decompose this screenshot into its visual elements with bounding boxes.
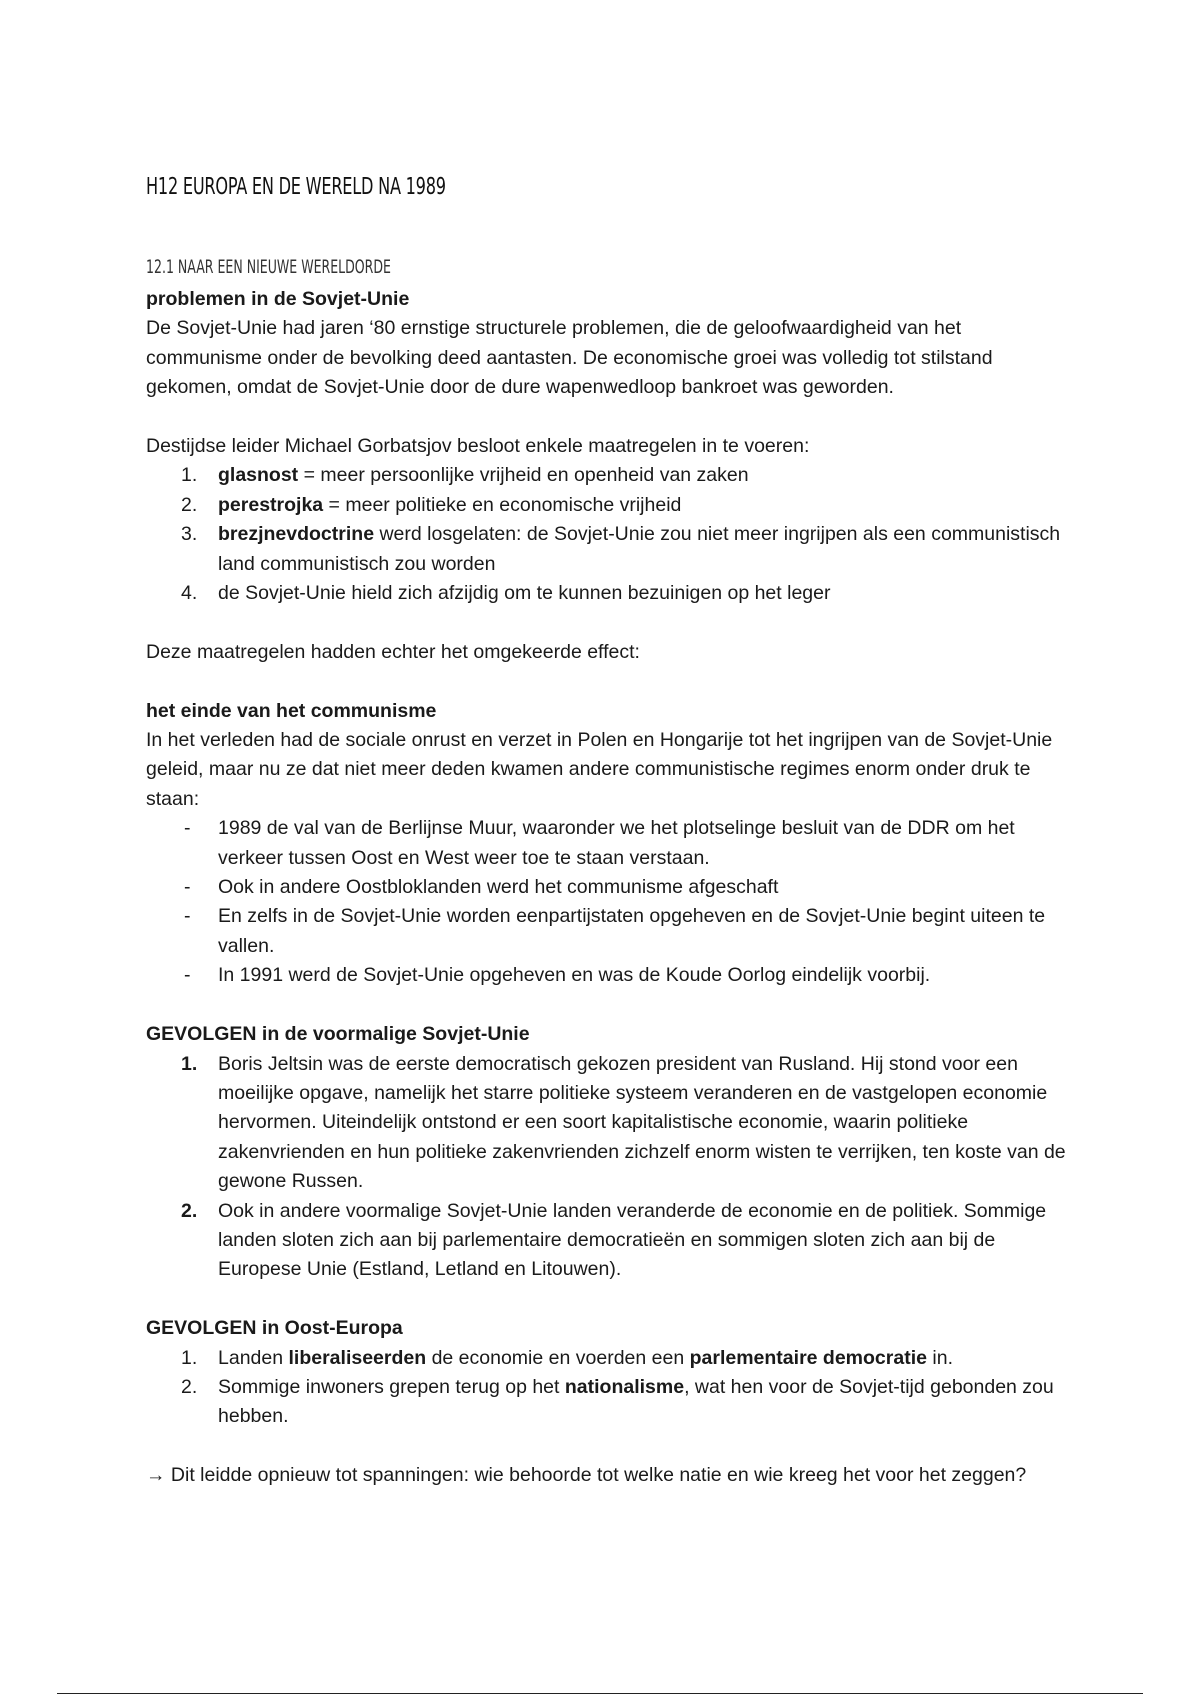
subheading-consequences-ussr: GEVOLGEN in de voormalige Sovjet-Unie	[146, 1023, 530, 1046]
list-marker: 2.	[181, 1375, 198, 1398]
list-marker: 4.	[181, 582, 198, 605]
closing-paragraph: → Dit leidde opnieuw tot spanningen: wie behoorde tot welke natie en wie kreeg het voor het zeggen?	[146, 1464, 1027, 1487]
subheading-consequences-east-europe: GEVOLGEN in Oost-Europa	[146, 1317, 403, 1340]
list-item	[146, 961, 1076, 990]
paragraph-end-communism: In het verleden had de sociale onrust en verzet in Polen en Hongarije tot het ingrijpen van de Sovjet-Unie geleid, maar nu ze dat niet meer deden kwamen andere communistische regimes enorm onder druk te staan:	[146, 729, 1053, 810]
list-text: de Sovjet-Unie hield zich afzijdig om te kunnen bezuinigen op het leger	[218, 582, 831, 605]
list-marker: -	[184, 876, 191, 899]
list-term: perestrojka	[218, 493, 324, 516]
paragraph-sovjet-problems: De Sovjet-Unie had jaren ‘80 ernstige structurele problemen, die de geloofwaardigheid van het communisme onder de bevolking deed aantasten. De economische groei was volledig tot stilstand gekomen, omdat de Sovjet-Unie door de dure wapenwedloop bankroet was geworden.	[146, 317, 993, 399]
list-text: In 1991 werd de Sovjet-Unie opgeheven en was de Koude Oorlog eindelijk voorbij.	[218, 964, 931, 987]
list-marker: 1.	[181, 464, 198, 487]
list-text: werd losgelaten: de Sovjet-Unie zou niet meer ingrijpen als een communistisch land communistisch zou worden	[218, 523, 1061, 575]
list-item	[146, 491, 1076, 520]
measures-list	[146, 461, 1076, 608]
list-term: parlementaire democratie	[689, 1346, 927, 1369]
list-item	[146, 1373, 1076, 1432]
list-text: in.	[926, 1346, 953, 1369]
list-item	[146, 1344, 1076, 1373]
list-marker: 2.	[181, 1199, 198, 1222]
end-communism-list	[146, 814, 1076, 990]
list-marker: 2.	[181, 493, 198, 516]
list-item	[146, 579, 1076, 608]
list-marker: 1.	[181, 1346, 198, 1369]
list-text: Ook in andere voormalige Sovjet-Unie landen veranderde de economie en de politiek. Sommige landen sloten zich aan bij parlementaire democratieën en sommigen sloten zich aan bij de Europese Unie (Estland, Letland en Litouwen).	[218, 1199, 1047, 1281]
section-title: 12.1 NAAR EEN NIEUWE WERELDORDE	[146, 256, 391, 278]
list-text: Boris Jeltsin was de eerste democratisch gekozen president van Rusland. Hij stond voor een moeilijke opgave, namelijk het starre politieke systeem veranderen en de vastgelopen economie hervormen. Uiteindelijk ontstond er een soort kapitalistische economie, waarin politieke zakenvrienden en hun politieke zakenvrienden zichzelf enorm wisten te verrijken, ten koste van de gewone Russen.	[218, 1052, 1066, 1193]
list-marker: 1.	[181, 1052, 198, 1075]
list-text: = meer persoonlijke vrijheid en openheid van zaken	[298, 464, 749, 487]
document-body	[146, 285, 1076, 1491]
list-term: liberaliseerden	[288, 1346, 427, 1369]
list-text: Ook in andere Oostbloklanden werd het communisme afgeschaft	[218, 876, 779, 899]
list-item	[146, 1197, 1076, 1285]
list-text: = meer politieke en economische vrijheid	[323, 493, 682, 516]
subheading-sovjet-problems: problemen in de Sovjet-Unie	[146, 288, 410, 310]
list-text: 1989 de val van de Berlijnse Muur, waaronder we het plotselinge besluit van de DDR om het verkeer tussen Oost en West weer toe te staan verstaan.	[218, 817, 1015, 869]
list-marker: -	[184, 817, 191, 840]
paragraph-measures-intro: Destijdse leider Michael Gorbatsjov besloot enkele maatregelen in te voeren:	[146, 435, 810, 458]
consequences-ussr-list	[146, 1050, 1076, 1285]
list-text: , wat hen voor de Sovjet-tijd gebonden zou hebben.	[218, 1375, 1054, 1428]
list-marker: -	[184, 905, 191, 928]
list-text: Sommige inwoners grepen terug op het	[218, 1375, 565, 1398]
list-text: de economie en voerden een	[426, 1346, 690, 1369]
list-term: glasnost	[218, 464, 299, 487]
list-item	[146, 520, 1076, 579]
list-item	[146, 461, 1076, 490]
list-item	[146, 902, 1076, 961]
subheading-end-communism: het einde van het communisme	[146, 699, 437, 722]
list-text: Landen	[218, 1346, 289, 1369]
list-marker: -	[184, 964, 191, 987]
chapter-title: H12 EUROPA EN DE WERELD NA 1989	[146, 174, 446, 200]
list-marker: 3.	[181, 523, 198, 546]
list-term: brezjnevdoctrine	[218, 523, 375, 546]
list-item	[146, 873, 1076, 902]
list-item	[146, 1050, 1076, 1197]
list-item	[146, 814, 1076, 873]
paragraph-measures-conclusion: Deze maatregelen hadden echter het omgekeerde effect:	[146, 640, 640, 663]
consequences-east-europe-list	[146, 1344, 1076, 1432]
list-text: En zelfs in de Sovjet-Unie worden eenpartijstaten opgeheven en de Sovjet-Unie begint uiteen te vallen.	[218, 905, 1046, 957]
footer-divider	[57, 1693, 1143, 1694]
list-term: nationalisme	[564, 1375, 685, 1398]
